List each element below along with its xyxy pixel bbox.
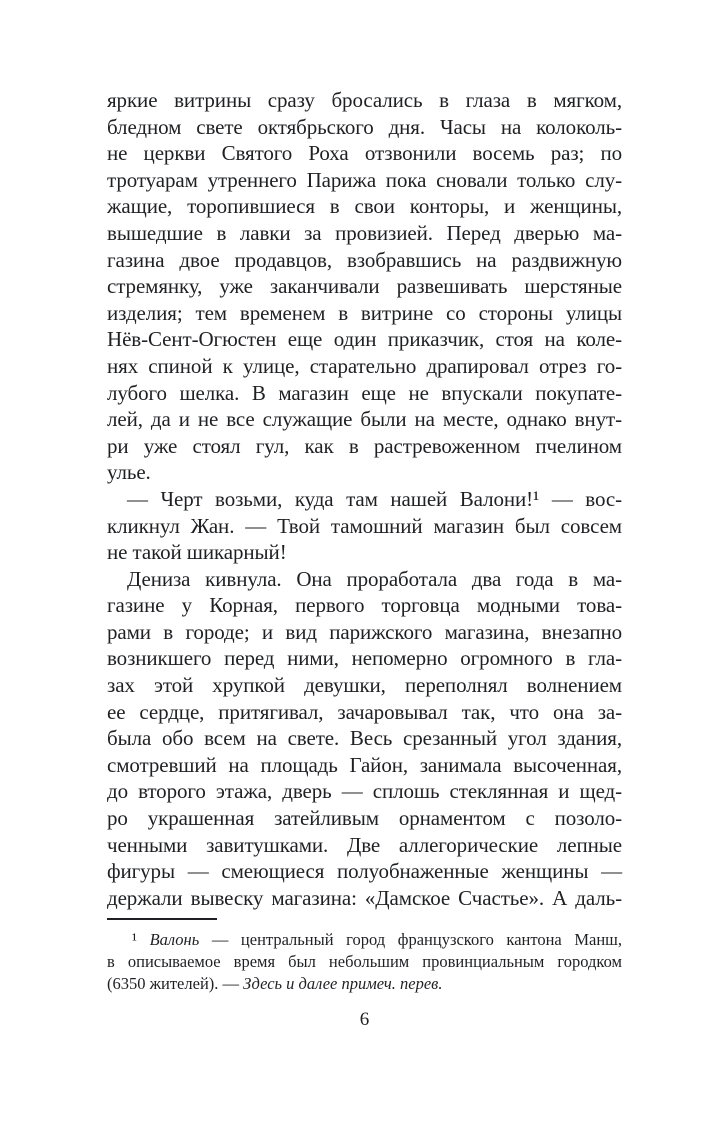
text-line: ченными завитушками. Две аллегорические лепные: [107, 832, 622, 857]
text-line: возникшего перед ними, непомерно огромного в гла-: [107, 646, 622, 671]
text-line: лей, да и не все служащие были на месте, однако внут-: [107, 407, 622, 432]
text-line: ро украшенная затейливым орнаментом с позоло-: [107, 806, 622, 831]
page-number: 6: [359, 1009, 370, 1031]
footnote-italic-text: Здесь и далее примеч. перев.: [243, 974, 443, 994]
footnote-line: [107, 929, 622, 951]
text-line: держали вывеску магазина: «Дамское Счастье». А даль-: [107, 885, 622, 910]
text-line: ри уже стоял гул, как в растревоженном пчелином: [107, 433, 622, 458]
text-line: улье.: [107, 460, 151, 485]
footnote-italic-text: Валонь: [149, 930, 200, 950]
text-line: до второго этажа, дверь — сплошь стеклянная и щед-: [107, 779, 622, 804]
footnote-line: [107, 951, 622, 973]
footnote-plain-text: ¹: [132, 930, 150, 950]
text-line: Дениза кивнула. Она проработала два года в ма-: [127, 566, 622, 591]
text-line: тротуарам утреннего Парижа пока сновали только слу-: [107, 167, 622, 192]
text-line: зах этой хрупкой девушки, переполнял волнением: [107, 673, 622, 698]
text-line: не церкви Святого Роха отзвонили восемь раз; по: [107, 141, 622, 166]
text-line: смотревший на площадь Гайон, занимала высоченная,: [107, 752, 622, 777]
text-line: вышедшие в лавки за провизией. Перед дверью ма-: [107, 220, 622, 245]
text-line: яркие витрины сразу бросались в глаза в мягком,: [107, 88, 622, 112]
text-line: рами в городе; и вид парижского магазина, внезапно: [107, 619, 622, 644]
footnote-plain-text: в описываемое время был небольшим провинциальным городком: [107, 952, 622, 972]
body-text: [107, 87, 622, 911]
text-column: [107, 87, 622, 995]
text-line: жащие, торопившиеся в свои конторы, и женщины,: [107, 194, 622, 219]
text-line: кликнул Жан. — Твой тамошний магазин был совсем: [107, 513, 622, 538]
footnote-plain-text: (6350 жителей). —: [107, 974, 244, 994]
text-line: газина двое продавцов, взобравшись на раздвижную: [107, 247, 622, 272]
footnote: [107, 929, 622, 995]
text-line: фигуры — смеющиеся полуобнаженные женщины —: [107, 859, 622, 884]
footnote-separator-rule: [107, 918, 217, 920]
text-line: бледном свете октябрьского дня. Часы на колоколь-: [107, 114, 622, 139]
text-line: не такой шикарный!: [107, 540, 287, 565]
text-line: ее сердце, притягивал, зачаровывал так, что она за-: [107, 699, 622, 724]
text-line: стремянку, уже заканчивали развешивать шерстяные: [107, 274, 622, 299]
footnote-plain-text: — центральный город французского кантона Манш,: [199, 930, 623, 950]
text-line: лубого шелка. В магазин еще не впускали покупате-: [107, 380, 622, 405]
text-line: была обо всем на свете. Весь срезанный угол здания,: [107, 726, 622, 751]
text-line: нях спиной к улице, старательно драпировал отрез го-: [107, 353, 622, 378]
text-line: изделия; тем временем в витрине со стороны улицы: [107, 300, 622, 325]
text-line: Нёв-Сент-Огюстен еще один приказчик, стоя на коле-: [107, 327, 622, 352]
text-line: — Черт возьми, куда там нашей Валони!¹ — вос-: [127, 486, 622, 511]
footnote-line: [107, 973, 622, 995]
text-line: газине у Корная, первого торговца модными това-: [107, 593, 622, 618]
